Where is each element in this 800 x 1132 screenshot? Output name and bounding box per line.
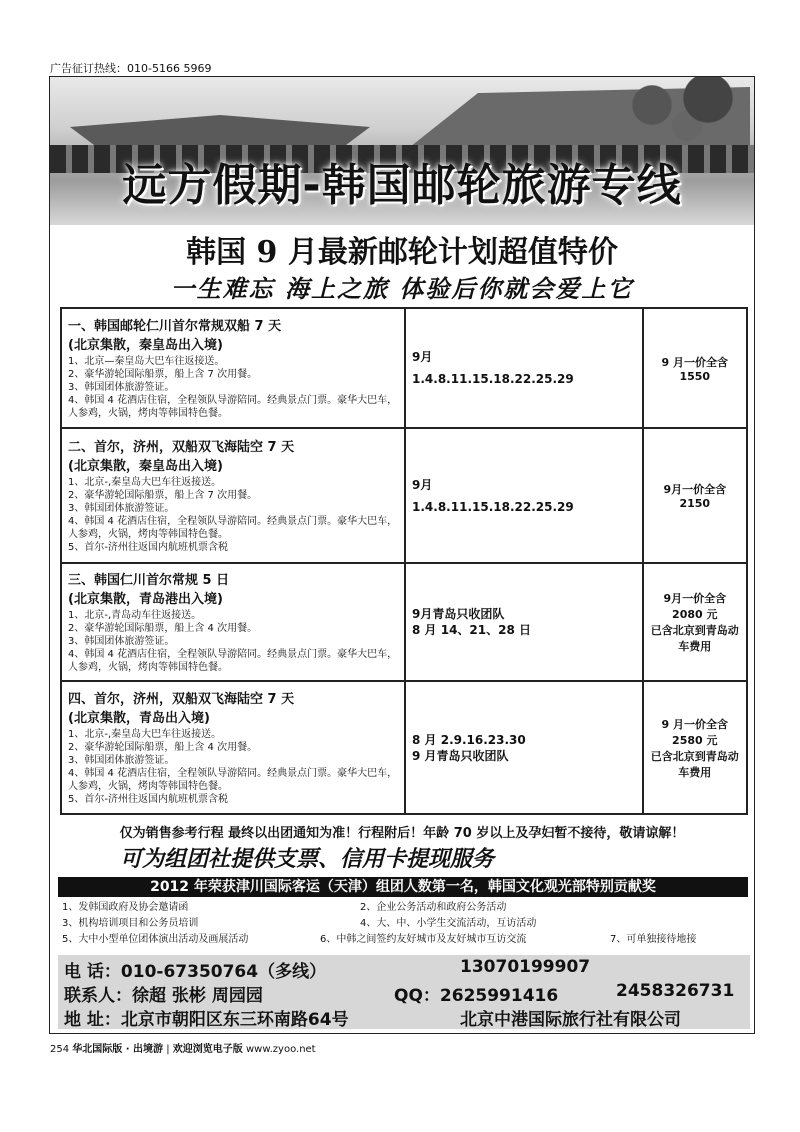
table-row bbox=[61, 428, 747, 563]
route-dates bbox=[405, 308, 643, 428]
date-line: 9 月青岛只收团队 bbox=[412, 748, 509, 763]
activity-item: 4、大、中、小学生交流活动，互访活动 bbox=[360, 918, 537, 929]
route-item: 2、豪华游轮国际船票，船上含 4 次用餐。 bbox=[68, 622, 258, 634]
table-row bbox=[61, 681, 747, 814]
address-label: 地 址： bbox=[64, 1010, 121, 1030]
ad-hotline: 广告征订热线：010-5166 5969 bbox=[50, 62, 212, 75]
address-text: 北京市朝阳区东三环南路64号 bbox=[120, 1010, 349, 1030]
route-price bbox=[643, 681, 747, 814]
route-title: 三、韩国仁川首尔常规 5 日 bbox=[68, 572, 230, 588]
qq-number: 2625991416 bbox=[439, 986, 559, 1006]
route-item: 3、韩国团体旅游签证。 bbox=[68, 635, 175, 647]
route-dates bbox=[405, 681, 643, 814]
route-description bbox=[61, 563, 405, 681]
slogan: 一生难忘 海上之旅 体验后你就会爱上它 bbox=[170, 275, 634, 303]
route-subtitle: (北京集散，青岛港出入境) bbox=[68, 591, 223, 607]
phone-line bbox=[64, 957, 326, 982]
route-item: 4、韩国 4 花酒店住宿，全程领队导游陪同。经典景点门票。豪华大巴车，人参鸡，火锅，烤肉等韩国特色餐。 bbox=[68, 767, 398, 792]
activity-item: 1、发韩国政府及协会邀请函 bbox=[62, 902, 189, 913]
date-line: 8 月 14、21、28 日 bbox=[412, 623, 531, 637]
award-bar: 2012 年荣获津川国际客运（天津）组团人数第一名，韩国文化观光部特别贡献奖 bbox=[58, 877, 748, 897]
qq-label: QQ： bbox=[394, 986, 440, 1006]
price-line: 2150 bbox=[679, 497, 711, 510]
route-item: 2、豪华游轮国际船票，船上含 7 次用餐。 bbox=[68, 368, 258, 380]
price-line: 2080 元 bbox=[672, 608, 718, 621]
route-item: 4、韩国 4 花酒店住宿，全程领队导游陪同。经典景点门票。豪华大巴车，人参鸡，火锅，烤肉等韩国特色餐。 bbox=[68, 648, 398, 673]
route-subtitle: (北京集散，秦皇岛出入境) bbox=[68, 458, 223, 474]
website-url: www.zyoo.net bbox=[245, 1044, 316, 1055]
route-item: 3、韩国团体旅游签证。 bbox=[68, 754, 175, 766]
activity-item: 5、大中小型单位团体演出活动及画展活动 bbox=[62, 934, 249, 945]
route-item: 5、首尔-济州往返国内航班机票含税 bbox=[68, 541, 228, 553]
activity-item: 7、可单独接待地接 bbox=[610, 934, 697, 945]
activity-item: 2、企业公务活动和政府公务活动 bbox=[360, 902, 507, 913]
table-row bbox=[61, 563, 747, 681]
qq-line bbox=[394, 981, 558, 1006]
route-subtitle: (北京集散，青岛出入境) bbox=[68, 710, 210, 726]
welcome-text: 欢迎浏览电子版 bbox=[172, 1044, 243, 1055]
route-price bbox=[643, 308, 747, 428]
contact-person-line bbox=[64, 981, 263, 1006]
route-item: 1、北京-,秦皇岛大巴车往返接送。 bbox=[68, 476, 222, 488]
headline: 韩国 9 月最新邮轮计划超值特价 bbox=[186, 235, 618, 270]
table-row bbox=[61, 308, 747, 428]
mobile-number: 13070199907 bbox=[460, 957, 591, 977]
route-item: 1、北京—秦皇岛大巴车往返接送。 bbox=[68, 355, 225, 367]
route-title: 一、韩国邮轮仁川首尔常规双船 7 天 bbox=[68, 318, 282, 334]
date-line: 1.4.8.11.15.18.22.25.29 bbox=[412, 372, 574, 386]
route-item: 5、首尔-济州往返国内航班机票含税 bbox=[68, 793, 228, 805]
price-line: 已含北京到青岛动车费用 bbox=[650, 624, 739, 653]
page-footer bbox=[50, 1040, 316, 1055]
route-description bbox=[61, 681, 405, 814]
route-item: 4、韩国 4 花酒店住宿，全程领队导游陪同。经典景点门票。豪华大巴车，人参鸡，火锅，烤肉等韩国特色餐。 bbox=[68, 394, 398, 419]
phone-label: 电 话： bbox=[64, 962, 121, 982]
date-line: 9月青岛只收团队 bbox=[412, 607, 505, 621]
price-line: 9 月一价全含 bbox=[661, 355, 729, 369]
route-dates bbox=[405, 428, 643, 563]
temple-roof-image bbox=[70, 115, 370, 145]
list-item bbox=[62, 900, 752, 916]
phone-number: 010-67350764（多线） bbox=[120, 962, 327, 982]
price-line: 已含北京到青岛动车费用 bbox=[650, 749, 739, 779]
company-name: 北京中港国际旅行社有限公司 bbox=[460, 1010, 681, 1030]
price-line: 1550 bbox=[679, 369, 711, 383]
route-subtitle: (北京集散，秦皇岛出入境) bbox=[68, 337, 223, 353]
route-description bbox=[61, 308, 405, 428]
banner-title: 远方假期-韩国邮轮旅游专线 bbox=[122, 160, 682, 211]
service-banner: 可为组团社提供支票、信用卡提现服务 bbox=[120, 847, 495, 872]
route-title: 二、首尔，济州，双船双飞海陆空 7 天 bbox=[68, 439, 295, 455]
banner bbox=[50, 77, 754, 225]
list-item bbox=[62, 916, 752, 932]
route-item: 3、韩国团体旅游签证。 bbox=[68, 502, 175, 514]
activities-list bbox=[62, 900, 752, 948]
section-name: 华北国际版 · 出境游 bbox=[72, 1044, 164, 1055]
ad-frame bbox=[49, 76, 755, 1034]
qq-number: 2458326731 bbox=[616, 981, 735, 1001]
pine-tree-image bbox=[610, 77, 750, 147]
contact-panel bbox=[58, 955, 750, 1029]
route-item: 4、韩国 4 花酒店住宿，全程领队导游陪同。经典景点门票。豪华大巴车，人参鸡，火锅，烤肉等韩国特色餐。 bbox=[68, 515, 398, 540]
route-item: 2、豪华游轮国际船票，船上含 4 次用餐。 bbox=[68, 741, 258, 753]
contact-label: 联系人： bbox=[64, 986, 132, 1006]
route-price bbox=[643, 428, 747, 563]
disclaimer-note: 仅为销售参考行程 最终以出团通知为准！行程附后！年龄 70 岁以上及孕妇暂不接待，敬请谅解！ bbox=[119, 826, 685, 841]
date-line: 9月 bbox=[412, 350, 433, 364]
address-line bbox=[64, 1005, 349, 1030]
date-line: 8 月 2.9.16.23.30 bbox=[412, 732, 526, 747]
route-item: 1、北京-,青岛动车往返接送。 bbox=[68, 609, 202, 621]
date-line: 9月 bbox=[412, 477, 433, 492]
price-line: 9月一价全含 bbox=[663, 483, 727, 496]
price-line: 9 月一价全含 bbox=[661, 717, 729, 731]
footer-divider: | bbox=[166, 1044, 173, 1055]
routes-table bbox=[60, 307, 748, 815]
activity-item: 3、机构培训项目和公务员培训 bbox=[62, 918, 199, 929]
route-title: 四、首尔，济州，双船双飞海陆空 7 天 bbox=[68, 691, 295, 707]
route-item: 3、韩国团体旅游签证。 bbox=[68, 381, 175, 393]
route-item: 1、北京-,秦皇岛大巴车往返接送。 bbox=[68, 728, 222, 740]
list-item bbox=[62, 932, 752, 948]
route-item: 2、豪华游轮国际船票，船上含 7 次用餐。 bbox=[68, 489, 258, 501]
route-price bbox=[643, 563, 747, 681]
contact-persons: 徐超 张彬 周园园 bbox=[132, 986, 263, 1006]
activity-item: 6、中韩之间签约友好城市及友好城市互访交流 bbox=[320, 934, 527, 945]
price-line: 2580 元 bbox=[672, 733, 718, 747]
route-dates bbox=[405, 563, 643, 681]
page-number: 254 bbox=[50, 1044, 70, 1055]
route-description bbox=[61, 428, 405, 563]
price-line: 9月一价全含 bbox=[663, 592, 727, 605]
date-line: 1.4.8.11.15.18.22.25.29 bbox=[412, 499, 574, 514]
